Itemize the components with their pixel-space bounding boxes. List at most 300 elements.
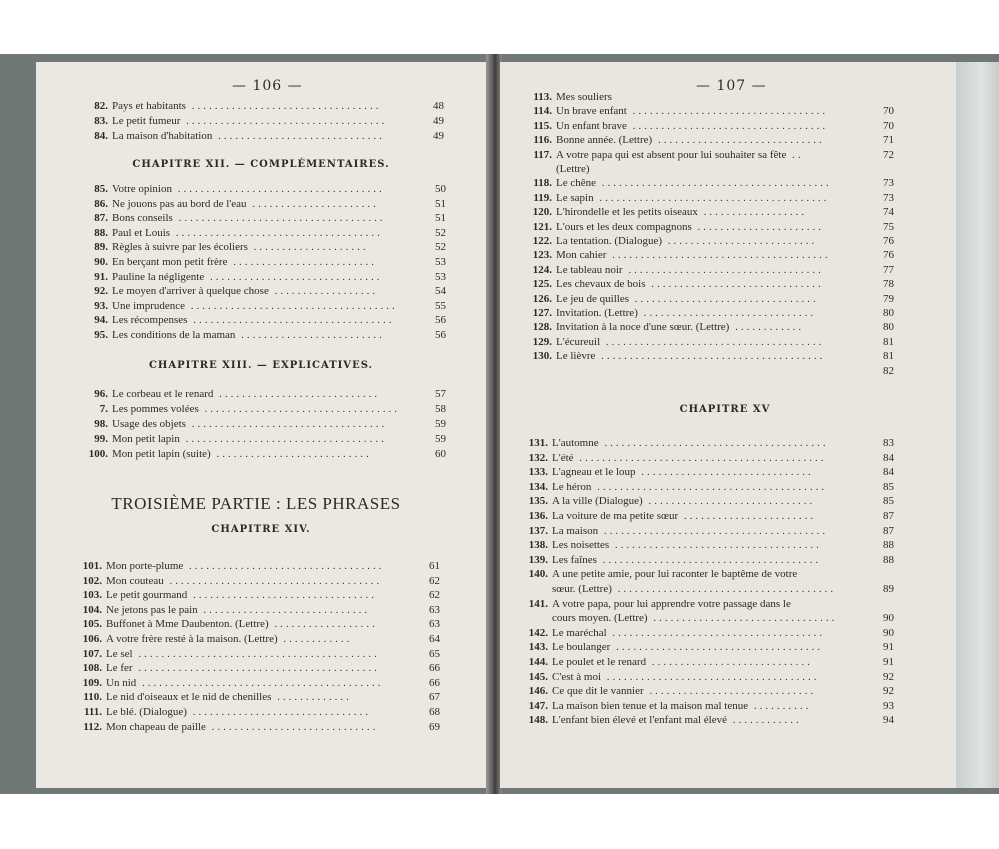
leader-dots: ..............................: [645, 278, 824, 291]
leader-dots: ....................................: [185, 299, 398, 312]
entry-page-number: 74: [883, 206, 894, 219]
entry-title: Le petit fumeur: [112, 115, 181, 127]
toc-entry: [526, 248, 894, 262]
entry-page-number: 72: [883, 148, 894, 161]
entry-page-number: 62: [429, 589, 440, 602]
entry-number: 101.: [82, 560, 102, 572]
leader-dots: ...................................: [179, 433, 387, 445]
toc-entry: [526, 191, 894, 205]
toc-entry: [82, 417, 446, 431]
toc-entry: [82, 129, 444, 143]
toc-entry: [522, 465, 894, 479]
entry-number: 83.: [94, 115, 108, 127]
entry-title: L'hirondelle et les petits oiseaux: [556, 206, 698, 219]
chapter-heading: CHAPITRE XIII. — EXPLICATIVES.: [148, 360, 374, 371]
toc-entry: [526, 220, 894, 234]
entry-title: Mon petit lapin (suite): [112, 448, 211, 460]
entry-title: L'automne: [552, 437, 599, 449]
entry-number: 147.: [528, 699, 548, 712]
entry-number: 144.: [528, 656, 548, 668]
entry-title: Buffonet à Mme Daubenton. (Lettre): [106, 618, 269, 631]
entry-page-number: 84: [883, 451, 894, 464]
entry-number: 128.: [532, 321, 552, 334]
entry-number: 117.: [533, 148, 552, 161]
leader-dots: ..................: [268, 618, 378, 631]
leader-dots: ..........................................: [132, 647, 380, 660]
toc-entry: [82, 197, 446, 211]
toc-entry: [76, 559, 440, 573]
toc-entry: [522, 567, 797, 581]
entry-title: En berçant mon petit frère: [112, 256, 228, 268]
entry-page-number: 80: [883, 307, 894, 319]
leader-dots: ..................................: [626, 119, 829, 132]
leader-dots: ............................: [646, 656, 813, 668]
entry-page-number: 54: [435, 285, 446, 298]
entry-title: (Lettre): [556, 163, 590, 175]
leader-dots: ................................: [187, 589, 378, 602]
toc-entry: [522, 640, 894, 654]
entry-title: Le sapin: [556, 191, 594, 204]
toc-entry: [76, 617, 440, 631]
toc-entry: [82, 328, 446, 342]
toc-entry: [82, 114, 444, 128]
entry-title: A votre papa, pour lui apprendre votre passage dans le: [552, 597, 791, 610]
toc-entry: [522, 655, 894, 669]
leader-dots: ..............................: [635, 466, 814, 479]
entry-page-number: 68: [429, 706, 440, 718]
toc-entry: [526, 364, 894, 378]
entry-page-number: 92: [883, 685, 894, 698]
toc-entry: [522, 553, 894, 567]
toc-entry: [526, 119, 894, 133]
entry-number: 103.: [82, 589, 102, 602]
leader-dots: ...............................: [186, 706, 371, 718]
entry-page-number: 91: [883, 656, 894, 668]
toc-entry: [522, 670, 894, 684]
entry-number: 100.: [88, 448, 108, 460]
entry-number: 93.: [94, 299, 108, 312]
entry-title: Un brave enfant: [556, 105, 627, 118]
entry-title: Le jeu de quilles: [556, 292, 630, 305]
entry-number: 95.: [94, 329, 108, 341]
entry-title: L'agneau et le loup: [552, 466, 636, 479]
entry-title: A votre frère resté à la maison. (Lettre): [106, 633, 278, 645]
toc-entry: [522, 509, 894, 523]
entry-number: 110.: [83, 691, 102, 704]
entry-page-number: 76: [883, 249, 894, 262]
entry-title: Le sel: [106, 647, 133, 660]
entry-page-number: 90: [883, 612, 894, 625]
entry-page-number: 81: [883, 335, 894, 348]
toc-entry: [522, 494, 894, 508]
entry-number: 108.: [82, 662, 102, 675]
leader-dots: .......................................: [598, 437, 829, 449]
entry-number: 138.: [528, 539, 548, 552]
entry-page-number: 78: [883, 278, 894, 291]
entry-title: Un nid: [106, 676, 137, 689]
leader-dots: .............................: [205, 720, 379, 733]
entry-title: Mon petit lapin: [112, 433, 180, 445]
toc-entry: [522, 684, 894, 698]
entry-title: Ce que dit le vannier: [552, 685, 644, 698]
entry-number: 145.: [528, 670, 548, 683]
page-number: — 106 —: [232, 78, 303, 94]
entry-number: 136.: [528, 510, 548, 522]
entry-page-number: 91: [883, 641, 894, 654]
toc-entry: [522, 611, 894, 625]
leader-dots: .............................: [643, 685, 817, 698]
toc-entry: [82, 255, 446, 269]
entry-page-number: 70: [883, 119, 894, 132]
toc-entry: [76, 690, 440, 704]
leader-dots: .............................: [197, 603, 371, 616]
entry-title: A la ville (Dialogue): [552, 495, 643, 508]
entry-page-number: 70: [883, 105, 894, 118]
entry-title: Les conditions de la maman: [112, 329, 236, 341]
toc-entry: [526, 263, 894, 277]
entry-title: Un enfant brave: [556, 119, 627, 132]
entry-page-number: 53: [435, 270, 446, 283]
toc-entry: [76, 676, 440, 690]
toc-entry: [76, 661, 440, 675]
leader-dots: ............: [727, 714, 802, 727]
toc-entry: [526, 277, 894, 291]
entry-page-number: 69: [429, 720, 440, 733]
leader-dots: ..........................................: [136, 676, 384, 689]
toc-entry: [526, 335, 894, 349]
entry-title: L'été: [552, 451, 574, 464]
entry-page-number: 76: [883, 235, 894, 247]
entry-page-number: 66: [429, 662, 440, 675]
leader-dots: ............: [729, 321, 805, 334]
leader-dots: .............................: [212, 130, 385, 142]
entry-number: 92.: [94, 285, 108, 298]
entry-page-number: 49: [433, 115, 444, 127]
entry-page-number: 73: [883, 191, 894, 204]
entry-number: 94.: [94, 314, 108, 327]
entry-title: Les noisettes: [552, 539, 610, 552]
entry-page-number: 50: [435, 183, 446, 195]
entry-title: Mon porte-plume: [106, 560, 184, 572]
leader-dots: ....................................: [172, 183, 385, 195]
entry-number: 112.: [83, 720, 102, 733]
entry-number: 102.: [82, 574, 102, 587]
entry-title: Le moyen d'arriver à quelque chose: [112, 285, 269, 298]
entry-page-number: 59: [435, 418, 446, 430]
toc-entry: [526, 176, 894, 190]
leader-dots: ..................................: [198, 403, 401, 415]
entry-title: Ne jetons pas le pain: [106, 603, 198, 616]
toc-entry: [82, 211, 446, 225]
entry-number: 134.: [528, 480, 548, 493]
toc-entry: [82, 313, 446, 327]
entry-title: Pays et habitants: [112, 100, 186, 112]
right-page: [500, 62, 956, 788]
entry-page-number: 93: [883, 699, 894, 712]
entry-page-number: 67: [429, 691, 440, 704]
entry-title: Le lièvre: [556, 350, 596, 363]
entry-page-number: 89: [883, 583, 894, 595]
toc-entry: [76, 632, 440, 646]
entry-title: Mon couteau: [106, 574, 164, 587]
entry-title: L'écureuil: [556, 335, 601, 348]
entry-page-number: 64: [429, 633, 440, 645]
entry-title: La maison bien tenue et la maison mal tenue: [552, 699, 749, 712]
entry-title: A votre papa qui est absent pour lui souhaiter sa fête: [556, 148, 787, 161]
entry-page-number: 56: [435, 329, 446, 341]
leader-dots: .........................: [235, 329, 385, 341]
chapter-heading: CHAPITRE XV: [679, 404, 771, 415]
leader-dots: .......................................: [598, 524, 829, 537]
entry-title: Votre opinion: [112, 183, 172, 195]
entry-number: 127.: [532, 307, 552, 319]
toc-entry: [82, 447, 446, 461]
entry-title: Les faînes: [552, 553, 597, 566]
entry-number: 115.: [533, 119, 552, 132]
toc-entry: [522, 480, 894, 494]
entry-number: 88.: [94, 226, 108, 239]
entry-title: Le blé. (Dialogue): [106, 706, 187, 718]
leader-dots: .......................................: [595, 350, 826, 363]
leader-dots: ......................................: [606, 249, 831, 262]
entry-page-number: 80: [883, 321, 894, 334]
entry-number: 118.: [533, 177, 552, 190]
leader-dots: ..................................: [622, 263, 824, 276]
leader-dots: ....................................: [172, 212, 386, 225]
entry-page-number: 79: [883, 292, 894, 305]
leader-dots: .............................: [652, 134, 825, 147]
toc-entry: [522, 699, 894, 713]
entry-number: 89.: [94, 241, 108, 254]
entry-number: 137.: [528, 524, 548, 537]
toc-entry: [82, 432, 446, 446]
entry-number: 125.: [532, 278, 552, 291]
entry-page-number: 88: [883, 539, 894, 552]
entry-title: Le boulanger: [552, 641, 611, 654]
toc-entry: [522, 538, 894, 552]
leader-dots: ....................................: [610, 641, 824, 654]
toc-entry: [522, 713, 894, 727]
entry-number: 124.: [532, 263, 552, 276]
leader-dots: .........................: [227, 256, 377, 268]
entry-page-number: 94: [883, 714, 894, 727]
toc-entry: [526, 90, 612, 104]
leader-dots: ........................................: [596, 177, 832, 190]
toc-entry: [526, 292, 894, 306]
toc-entry: [526, 205, 894, 219]
entry-page-number: 65: [429, 647, 440, 660]
leader-dots: .....................................: [606, 626, 826, 639]
entry-number: 121.: [532, 220, 552, 233]
leader-dots: ................................: [647, 612, 838, 625]
entry-title: A une petite amie, pour lui raconter le baptême de votre: [552, 568, 798, 581]
leader-dots: ..................................: [626, 105, 829, 118]
entry-number: 113.: [533, 91, 552, 103]
entry-page-number: 61: [429, 560, 440, 572]
entry-number: 143.: [528, 641, 548, 654]
leader-dots: .............: [271, 691, 352, 704]
leader-dots: ......................: [691, 220, 825, 233]
entry-number: 84.: [94, 130, 108, 142]
entry-number: 105.: [82, 618, 102, 631]
entry-title: Invitation à la noce d'une sœur. (Lettre): [556, 321, 730, 334]
entry-page-number: 87: [883, 524, 894, 537]
entry-number: 119.: [533, 191, 552, 204]
leader-dots: ..........................: [662, 235, 818, 247]
entry-page-number: 63: [429, 603, 440, 616]
leader-dots: ..........: [748, 699, 812, 712]
toc-entry: [76, 705, 440, 719]
entry-number: 146.: [528, 685, 548, 698]
entry-title: Le héron: [552, 480, 592, 493]
entry-number: 139.: [528, 553, 548, 566]
entry-page-number: 75: [883, 220, 894, 233]
entry-number: 96.: [94, 388, 108, 400]
entry-number: 106.: [82, 633, 102, 645]
toc-entry: [82, 402, 446, 416]
entry-page-number: 52: [435, 241, 446, 254]
entry-page-number: 58: [435, 403, 446, 415]
leader-dots: .....................................: [601, 670, 820, 683]
toc-entry: [526, 104, 894, 118]
leader-dots: ......................: [246, 197, 379, 210]
entry-title: Bons conseils: [112, 212, 173, 225]
leader-dots: ............................: [213, 388, 381, 400]
entry-number: 107.: [82, 647, 102, 660]
entry-page-number: 56: [435, 314, 446, 327]
leader-dots: ...........................: [210, 448, 372, 460]
entry-page-number: 53: [435, 256, 446, 268]
entry-title: C'est à moi: [552, 670, 602, 683]
entry-title: Les chevaux de bois: [556, 278, 646, 291]
entry-number: 98.: [94, 418, 108, 430]
leader-dots: ........................................: [591, 480, 828, 493]
entry-title: La maison: [552, 524, 599, 537]
entry-title: Le fer: [106, 662, 133, 675]
toc-entry: [76, 603, 440, 617]
entry-title: Bonne année. (Lettre): [556, 134, 653, 147]
entry-title: La voiture de ma petite sœur: [552, 510, 679, 522]
toc-entry: [522, 597, 791, 611]
leader-dots: .............................: [642, 495, 816, 508]
toc-entry: [82, 182, 446, 196]
entry-page-number: 55: [435, 299, 446, 312]
entry-number: 114.: [533, 105, 552, 118]
entry-title: La maison d'habitation: [112, 130, 213, 142]
entry-title: Les pommes volées: [112, 403, 199, 415]
leader-dots: ........................................: [593, 191, 830, 204]
toc-entry: [76, 720, 440, 734]
entry-title: Les récompenses: [112, 314, 188, 327]
leader-dots: ....................................: [170, 226, 383, 239]
leader-dots: ..................: [697, 206, 808, 219]
toc-entry: [526, 234, 894, 248]
entry-number: 148.: [528, 714, 548, 727]
entry-number: 141.: [528, 597, 548, 610]
entry-number: 82.: [94, 100, 108, 112]
entry-page-number: 66: [429, 676, 440, 689]
toc-entry: [526, 162, 590, 176]
entry-page-number: 84: [883, 466, 894, 479]
toc-entry: [82, 284, 446, 298]
entry-number: 91.: [94, 270, 108, 283]
leader-dots: ...........................................: [573, 451, 827, 464]
entry-title: L'enfant bien élevé et l'enfant mal élevé: [552, 714, 727, 727]
leader-dots: ..............................: [637, 307, 817, 319]
chapter-heading: CHAPITRE XII. — COMPLÉMENTAIRES.: [132, 159, 390, 170]
leader-dots: ......................................: [596, 553, 822, 566]
entry-page-number: 82: [883, 364, 894, 377]
entry-title: Mon chapeau de paille: [106, 720, 206, 733]
entry-number: 122.: [532, 235, 552, 247]
entry-number: 140.: [528, 568, 548, 581]
toc-entry: [526, 306, 894, 320]
entry-number: 85.: [94, 183, 108, 195]
entry-title: Mes souliers: [556, 91, 612, 103]
leader-dots: ..: [786, 148, 804, 161]
entry-page-number: 83: [883, 437, 894, 449]
leader-dots: ...................................: [187, 314, 395, 327]
toc-entry: [522, 626, 894, 640]
entry-page-number: 77: [883, 263, 894, 276]
leader-dots: ..................: [268, 285, 379, 298]
toc-entry: [522, 582, 894, 596]
entry-title: Le petit gourmand: [106, 589, 188, 602]
entry-title: cours moyen. (Lettre): [552, 612, 648, 625]
entry-number: 90.: [94, 256, 108, 268]
entry-number: 132.: [528, 451, 548, 464]
entry-page-number: 57: [435, 388, 446, 400]
toc-entry: [526, 320, 894, 334]
leader-dots: ................................: [629, 292, 819, 305]
entry-number: 120.: [532, 206, 552, 219]
leader-dots: ..........................................: [132, 662, 380, 675]
entry-number: 133.: [528, 466, 548, 479]
left-page: [36, 62, 488, 788]
entry-title: sœur. (Lettre): [552, 583, 612, 595]
entry-title: Le poulet et le renard: [552, 656, 647, 668]
entry-page-number: 51: [435, 197, 446, 210]
entry-number: 87.: [94, 212, 108, 225]
entry-number: 130.: [532, 350, 552, 363]
entry-page-number: 90: [883, 626, 894, 639]
entry-number: 131.: [528, 437, 548, 449]
book-cover-edge: [956, 62, 999, 788]
entry-title: Le tableau noir: [556, 263, 623, 276]
entry-page-number: 73: [883, 177, 894, 190]
entry-title: Pauline la négligente: [112, 270, 205, 283]
entry-number: 126.: [532, 292, 552, 305]
entry-title: Usage des objets: [112, 418, 186, 430]
entry-page-number: 51: [435, 212, 446, 225]
entry-page-number: 62: [429, 574, 440, 587]
toc-entry: [82, 99, 444, 113]
leader-dots: .................................: [185, 100, 382, 112]
entry-title: Le maréchal: [552, 626, 607, 639]
leader-dots: ..............................: [204, 270, 383, 283]
toc-entry: [522, 436, 894, 450]
entry-page-number: 81: [883, 350, 894, 363]
page-number: — 107 —: [696, 78, 767, 94]
toc-entry: [522, 524, 894, 538]
entry-page-number: 59: [435, 433, 446, 445]
leader-dots: ....................: [247, 241, 369, 254]
toc-entry: [82, 226, 446, 240]
entry-number: 142.: [528, 626, 548, 639]
entry-page-number: 60: [435, 448, 446, 460]
toc-entry: [82, 387, 446, 401]
entry-title: Le corbeau et le renard: [112, 388, 214, 400]
